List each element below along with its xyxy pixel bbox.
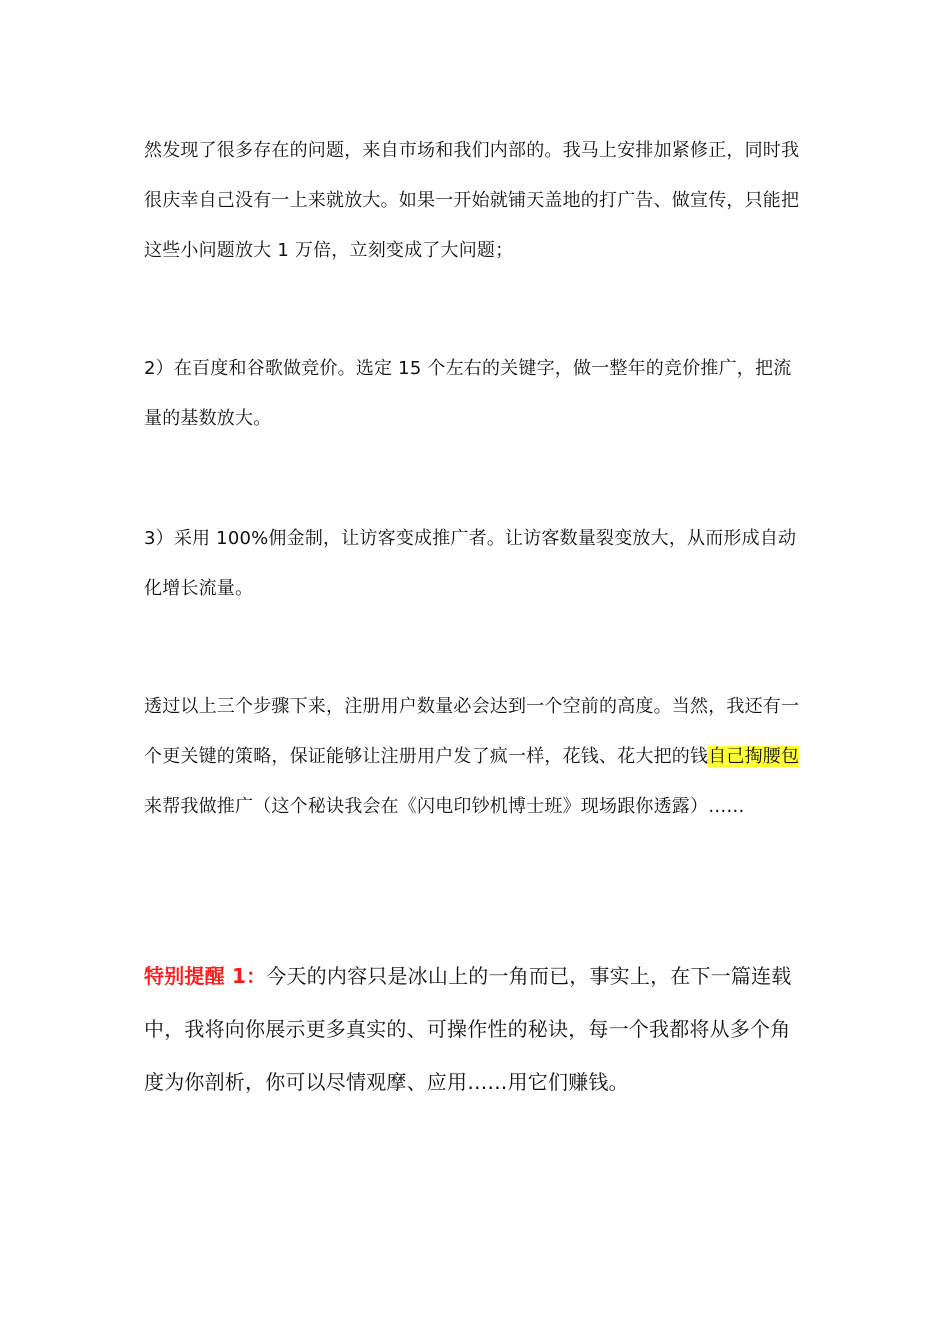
paragraph-summary [144,682,809,832]
paragraph-step-3: 3）采用 100%佣金制，让访客变成推广者。让访客数量裂变放大，从而形成自动化增长流量。 [144,528,797,599]
paragraph-special-reminder [144,950,809,1109]
paragraph-problems: 然发现了很多存在的问题，来自市场和我们内部的。我马上安排加紧修正，同时我很庆幸自己没有一上来就放大。如果一开始就铺天盖地的打广告、做宣传，只能把这些小问题放大 1 万倍，立刻变成了大问题； [144,140,800,261]
paragraph-step-2: 2）在百度和谷歌做竞价。选定 15 个左右的关键字，做一整年的竞价推广，把流量的基数放大。 [144,358,792,429]
summary-text-after: 来帮我做推广（这个秘诀我会在《闪电印钞机博士班》现场跟你透露）…… [144,796,745,817]
reminder-label: 特别提醒 1： [144,964,267,988]
reminder-text: 今天的内容只是冰山上的一角而已，事实上，在下一篇连载中，我将向你展示更多真实的、可操作性的秘诀，每一个我都将从多个角度为你剖析，你可以尽情观摩、应用……用它们赚钱。 [144,964,792,1094]
highlighted-phrase: 自己掏腰包 [708,746,800,767]
summary-text-before: 透过以上三个步骤下来，注册用户数量必会达到一个空前的高度。当然，我还有一个更关键的策略，保证能够让注册用户发了疯一样，花钱、花大把的钱 [144,696,800,767]
